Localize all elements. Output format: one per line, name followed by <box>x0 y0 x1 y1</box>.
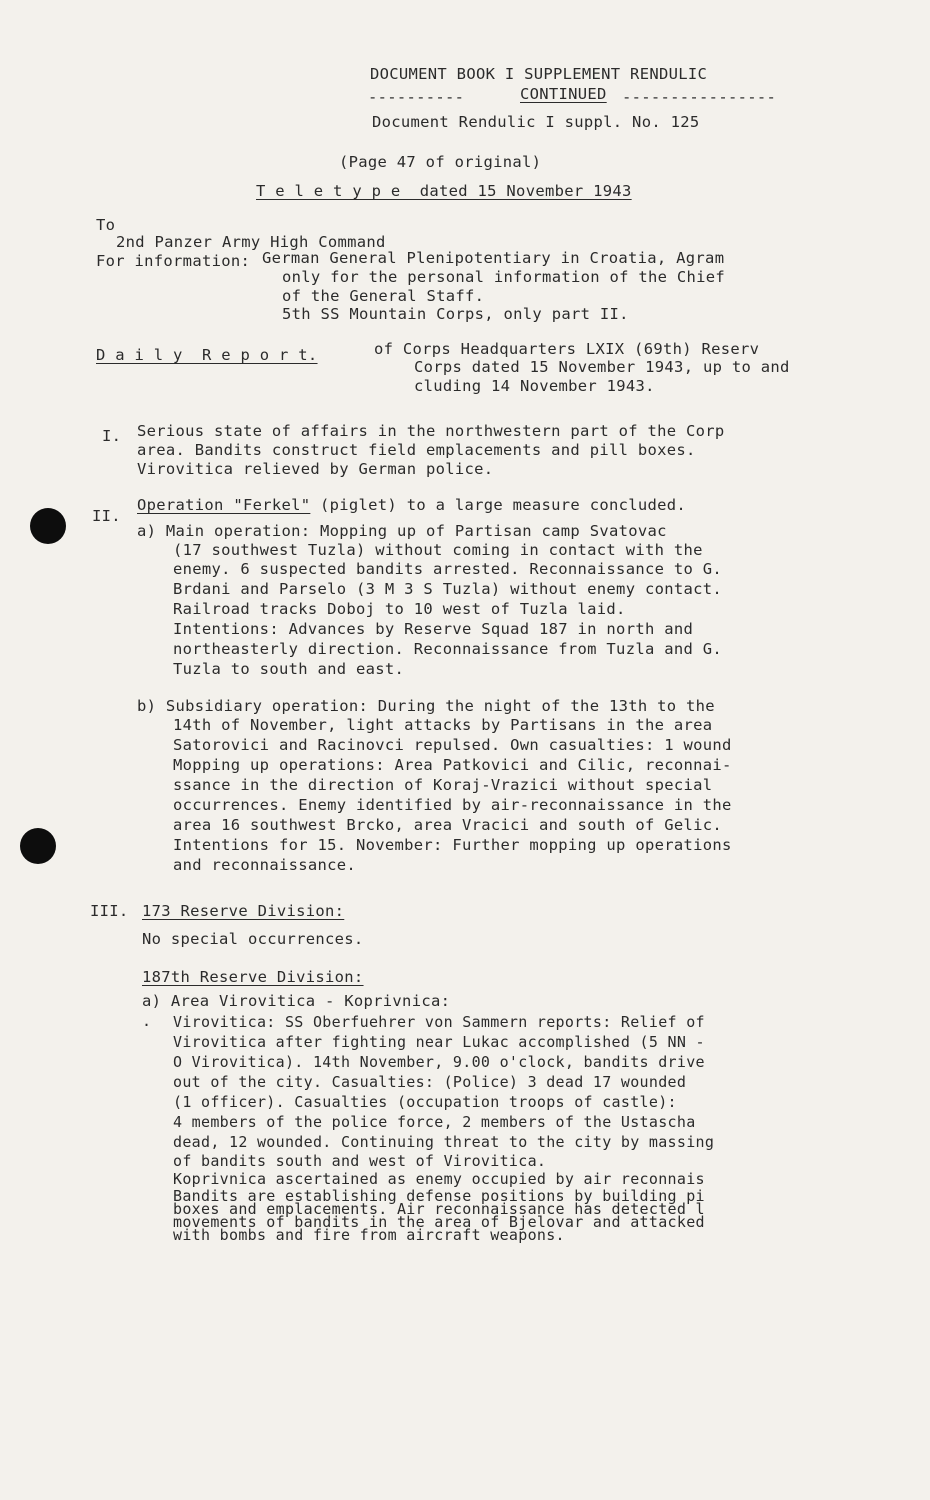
daily-report-line: Corps dated 15 November 1943, up to and <box>414 358 790 376</box>
section2b-line: Satorovici and Racinovci repulsed. Own casualties: 1 wound <box>173 736 732 754</box>
section2-heading <box>137 496 686 514</box>
section2b-line: area 16 southwest Brcko, area Vracici and south of Gelic. <box>173 816 723 834</box>
daily-report-line: cluding 14 November 1943. <box>414 377 655 395</box>
section2a-line: Intentions: Advances by Reserve Squad 187 in north and <box>173 620 694 638</box>
section3a-line: Virovitica after fighting near Lukac accomplished (5 NN - <box>173 1033 705 1051</box>
section2b-line: ssance in the direction of Koraj-Vrazici without special <box>173 776 713 794</box>
section2b-line: occurrences. Enemy identified by air-reconnaissance in the <box>173 796 732 814</box>
section3a-tight-line: boxes and emplacements. Air reconnaissance has detected l <box>173 1200 705 1218</box>
daily-report-label: D a i l y R e p o r t. <box>96 346 318 364</box>
operation-heading-rest: (piglet) to a large measure concluded. <box>310 496 687 514</box>
page-reference: (Page 47 of original) <box>339 153 542 171</box>
section3a-line: (1 officer). Casualties (occupation troops of castle): <box>173 1093 677 1111</box>
section2a-line: a) Main operation: Mopping up of Partisan camp Svatovac <box>137 522 667 540</box>
section2b-line: Intentions for 15. November: Further mopping up operations <box>173 836 732 854</box>
header-continued: CONTINUED <box>520 85 607 103</box>
info-line: of the General Staff. <box>282 287 485 305</box>
section3a-line: 4 members of the police force, 2 members of the Ustascha <box>173 1113 696 1131</box>
to-recipient: 2nd Panzer Army High Command <box>116 233 386 251</box>
header-underline-dashes: ---------- <box>368 88 465 106</box>
section1-line: area. Bandits construct field emplacements and pill boxes. <box>137 441 696 459</box>
punch-hole-top <box>30 508 66 544</box>
section-number: III. <box>90 902 129 920</box>
section2b-line: Mopping up operations: Area Patkovici and Cilic, reconnai- <box>173 756 732 774</box>
section1-line: Serious state of affairs in the northwestern part of the Corp <box>137 422 725 440</box>
section3a-line: O Virovitica). 14th November, 9.00 o'clock, bandits drive <box>173 1053 705 1071</box>
section2b-line: b) Subsidiary operation: During the night of the 13th to the <box>137 697 715 715</box>
info-line: only for the personal information of the Chief <box>282 268 726 286</box>
section3a-line: dead, 12 wounded. Continuing threat to the city by massing <box>173 1133 715 1151</box>
header-underline-dashes-right: ---------------- <box>622 88 777 106</box>
section2a-line: northeasterly direction. Reconnaissance from Tuzla and G. <box>173 640 723 658</box>
document-number: Document Rendulic I suppl. No. 125 <box>372 113 700 131</box>
section2b-line: and reconnaissance. <box>173 856 357 874</box>
to-label: To <box>96 216 116 234</box>
punch-hole-bottom <box>20 828 56 864</box>
section3a-line: of bandits south and west of Virovitica. <box>173 1152 547 1170</box>
bullet-mark: · <box>142 1016 152 1034</box>
section2a-line: Brdani and Parselo (3 M 3 S Tuzla) without enemy contact. <box>173 580 723 598</box>
section3a-line: out of the city. Casualties: (Police) 3 dead 17 wounded <box>173 1073 687 1091</box>
teletype-date: T e l e t y p e dated 15 November 1943 <box>256 182 632 200</box>
section2a-line: Railroad tracks Doboj to 10 west of Tuzla laid. <box>173 600 626 618</box>
section2a-line: enemy. 6 suspected bandits arrested. Reconnaissance to G. <box>173 560 723 578</box>
section3a-tight-line: with bombs and fire from aircraft weapons. <box>173 1226 565 1244</box>
section-number: II. <box>92 507 121 525</box>
section2a-line: Tuzla to south and east. <box>173 660 405 678</box>
division-173-text: No special occurrences. <box>142 930 364 948</box>
section-number: I. <box>102 427 122 445</box>
section2b-line: 14th of November, light attacks by Partisans in the area <box>173 716 713 734</box>
division-187-heading: 187th Reserve Division: <box>142 968 364 986</box>
section1-line: Virovitica relieved by German police. <box>137 460 494 478</box>
info-line: German General Plenipotentiary in Croatia, Agram <box>262 249 725 267</box>
daily-report-line: of Corps Headquarters LXIX (69th) Reserv <box>374 340 760 358</box>
section3a-line: Virovitica: SS Oberfuehrer von Sammern reports: Relief of <box>173 1013 705 1031</box>
section3a-tight-line: movements of bandits in the area of Bjelovar and attacked <box>173 1213 705 1231</box>
section3a-line: Koprivnica ascertained as enemy occupied by air reconnais <box>173 1170 705 1188</box>
area-heading: a) Area Virovitica - Koprivnica: <box>142 992 451 1010</box>
section2a-line: (17 southwest Tuzla) without coming in contact with the <box>173 541 703 559</box>
info-label: For information: <box>96 252 251 270</box>
info-line: 5th SS Mountain Corps, only part II. <box>282 305 629 323</box>
section3a-tight-line: Bandits are establishing defense positions by building pi <box>173 1187 705 1205</box>
division-173-heading: 173 Reserve Division: <box>142 902 345 920</box>
header-title: DOCUMENT BOOK I SUPPLEMENT RENDULIC <box>370 65 708 83</box>
operation-name: Operation "Ferkel" <box>137 496 311 514</box>
